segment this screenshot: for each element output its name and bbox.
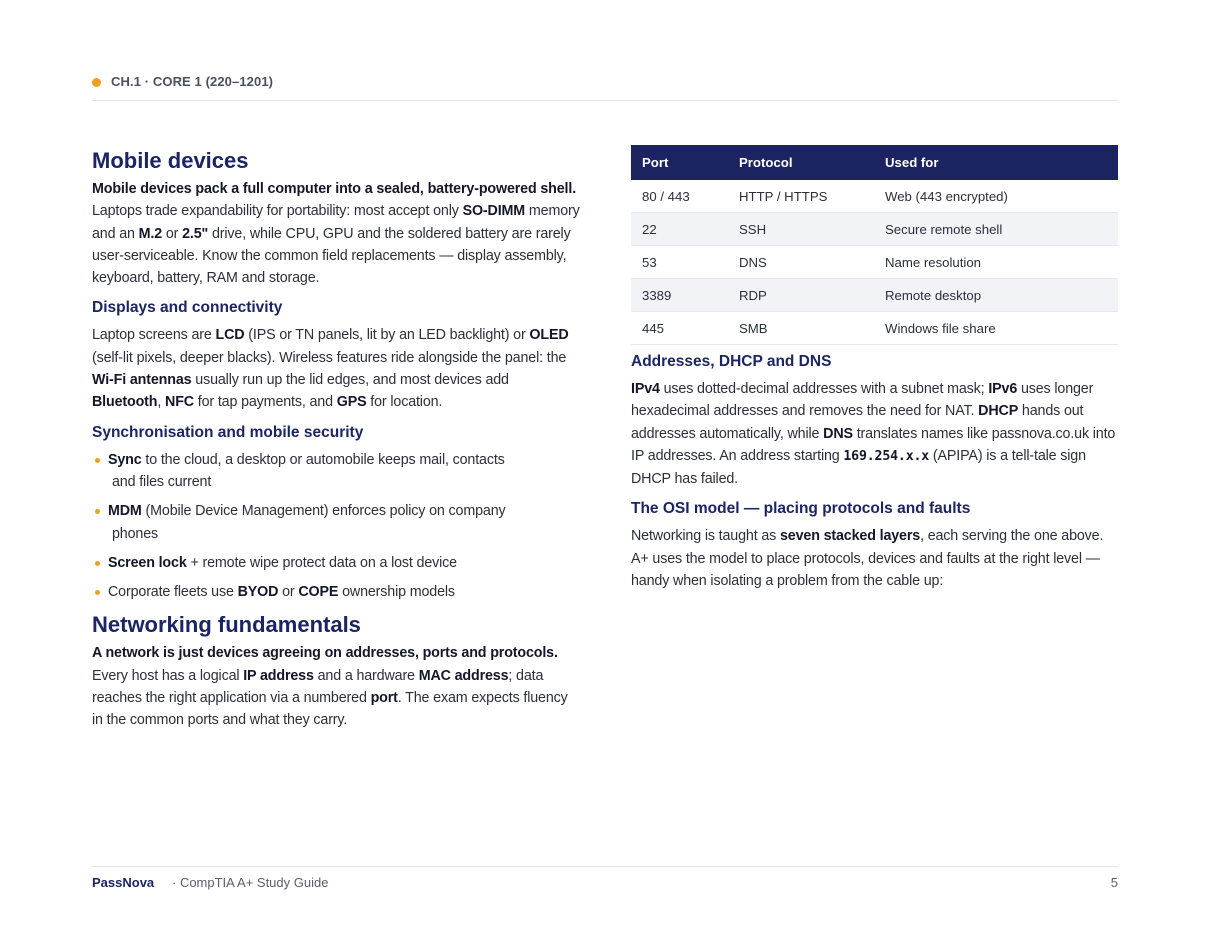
table-row (631, 246, 1118, 279)
ports-table (631, 145, 1118, 345)
section-title-networking: Networking fundamentals (92, 612, 361, 638)
apipa-address-code: 169.254.x.x (843, 448, 930, 464)
cell-port: 53 (631, 246, 728, 279)
table-row (631, 213, 1118, 246)
osi-paragraph: Networking is taught as seven stacked layers, each serving the one above. A+ uses the model to place protocols, devices and faults at the right level — handy when isolating a problem from the cable up: (631, 528, 1104, 590)
page-header (92, 74, 1118, 101)
cell-protocol: RDP (728, 279, 874, 312)
left-column (92, 145, 580, 732)
addresses-paragraph: IPv4 uses dotted-decimal addresses with a subnet mask; IPv6 uses longer hexadecimal addresses and removes the need for NAT. DHCP hands out addresses automatically, while DNS translates names like passnova.co.uk into IP addresses. An address starting 169.254.x.x (APIPA) is a tell-tale sign DHCP has failed. (631, 381, 1116, 488)
right-column (631, 145, 1118, 592)
list-item: MDM (Mobile Device Management) enforces policy on company phones (92, 500, 580, 545)
cell-protocol: DNS (728, 246, 874, 279)
cell-used-for: Remote desktop (874, 279, 1118, 312)
table-row (631, 312, 1118, 345)
chapter-label: CH.1 · CORE 1 (220–1201) (111, 74, 274, 89)
subsection-title-displays: Displays and connectivity (92, 299, 283, 317)
cell-protocol: SSH (728, 213, 874, 246)
subsection-title-sync: Synchronisation and mobile security (92, 423, 364, 441)
cell-port: 22 (631, 213, 728, 246)
list-item: Screen lock + remote wipe protect data on a lost device (92, 552, 580, 574)
footer-guide-title: · CompTIA A+ Study Guide (172, 875, 329, 890)
subsection-title-addresses: Addresses, DHCP and DNS (631, 353, 832, 370)
table-row (631, 279, 1118, 312)
cell-used-for: Windows file share (874, 312, 1118, 345)
chapter-dot-icon (92, 78, 101, 87)
networking-intro: A network is just devices agreeing on addresses, ports and protocols. Every host has a logical IP address and a hardware MAC address; data reaches the right application via a numbered port. The exam expects fluency in the common ports and what they carry. (92, 645, 568, 729)
list-item: Sync to the cloud, a desktop or automobile keeps mail, contacts and files current (92, 449, 580, 494)
displays-paragraph: Laptop screens are LCD (IPS or TN panels, lit by an LED backlight) or OLED (self-lit pixels, deeper blacks). Wireless features ride alongside the panel: the Wi-Fi antennas usually run up the lid edges, and most devices add Bluetooth, NFC for tap payments, and GPS for location. (92, 327, 569, 411)
bullet-dot-icon (95, 590, 100, 595)
subsection-title-osi: The OSI model — placing protocols and faults (631, 500, 971, 518)
bullet-dot-icon (95, 561, 100, 566)
cell-used-for: Web (443 encrypted) (874, 180, 1118, 213)
page-number: 5 (1110, 875, 1118, 890)
footer-brand: PassNova (92, 875, 155, 890)
cell-port: 80 / 443 (631, 180, 728, 213)
mobile-intro: Mobile devices pack a full computer into a sealed, battery-powered shell. Laptops trade expandability for portability: most accept only SO-DIMM memory and an M.2 or 2.5" drive, while CPU, GPU and the soldered battery are rarely user-serviceable. Know the common field replacements — display assembly, keyboard, battery, RAM and storage. (92, 181, 580, 287)
table-row (631, 180, 1118, 213)
cell-protocol: SMB (728, 312, 874, 345)
list-item: Corporate fleets use BYOD or COPE ownership models (92, 581, 580, 603)
table-header-row (631, 145, 1118, 180)
cell-port: 445 (631, 312, 728, 345)
sync-bullet-list (92, 449, 580, 604)
cell-port: 3389 (631, 279, 728, 312)
column-header-used-for: Used for (874, 145, 1118, 180)
bullet-dot-icon (95, 458, 100, 463)
cell-used-for: Name resolution (874, 246, 1118, 279)
cell-used-for: Secure remote shell (874, 213, 1118, 246)
column-header-protocol: Protocol (728, 145, 874, 180)
cell-protocol: HTTP / HTTPS (728, 180, 874, 213)
section-title-mobile: Mobile devices (92, 148, 249, 173)
column-header-port: Port (631, 145, 728, 180)
bullet-dot-icon (95, 509, 100, 514)
page-footer (92, 866, 1118, 897)
